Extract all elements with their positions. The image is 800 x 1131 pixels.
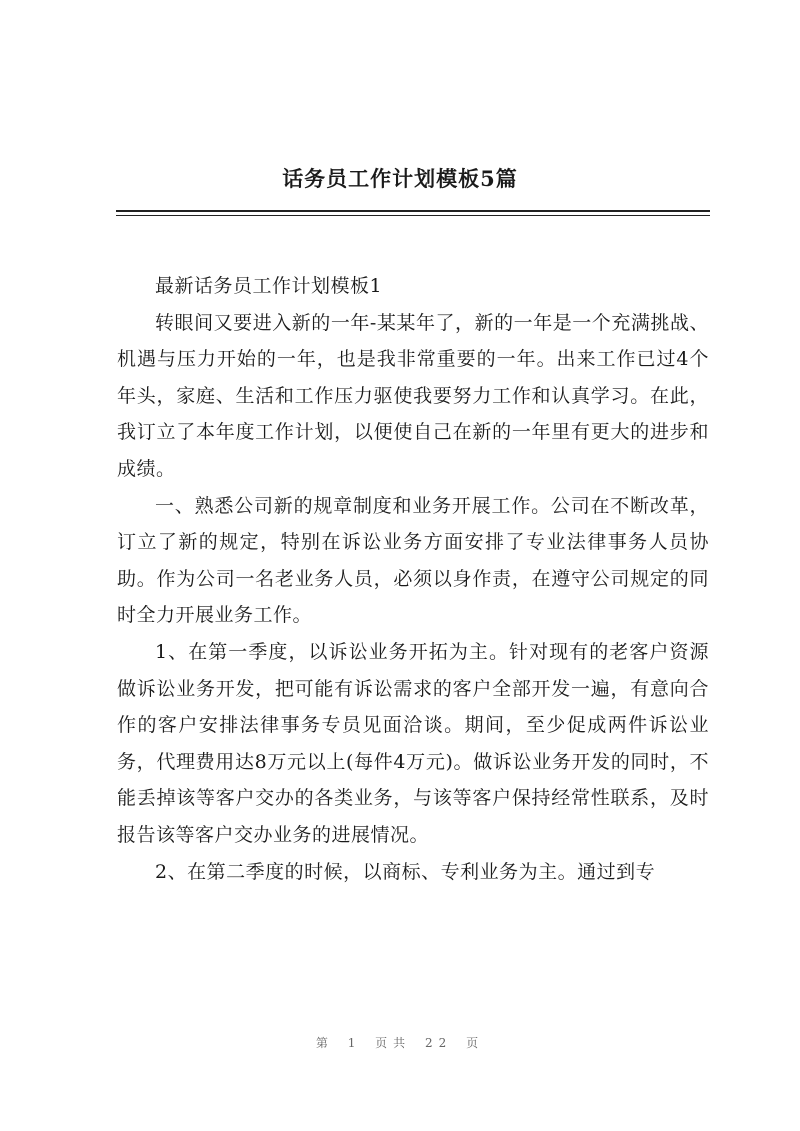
section-heading: 最新话务员工作计划模板1 [155,275,383,297]
body-paragraph: 转眼间又要进入新的一年-某某年了，新的一年是一个充满挑战、机遇与压力开始的一年，也是我非常重要的一年。出来工作已过4个年头，家庭、生活和工作压力驱使我要努力工作和认真学习。在此，我订立了本年度工作计划，以便使自己在新的一年里有更大的进步和成绩。 [117,311,709,480]
body-paragraph: 2、在第二季度的时候，以商标、专利业务为主。通过到专 [155,860,656,883]
document-body [117,268,709,890]
title-divider-thick [116,210,710,212]
title-divider-thin [116,215,710,216]
page-number-footer: 第 1 页共 22 页 [315,1036,485,1050]
document-title: 话务员工作计划模板5篇 [282,166,518,191]
body-paragraph: 一、熟悉公司新的规章制度和业务开展工作。公司在不断改革，订立了新的规定，特别在诉讼业务方面安排了专业法律事务人员协助。作为公司一名老业务人员，必须以身作责，在遵守公司规定的同时全力开展业务工作。 [117,494,709,627]
body-paragraph: 1、在第一季度，以诉讼业务开拓为主。针对现有的老客户资源做诉讼业务开发，把可能有诉讼需求的客户全部开发一遍，有意向合作的客户安排法律事务专员见面洽谈。期间，至少促成两件诉讼业务，代理费用达8万元以上(每件4万元)。做诉讼业务开发的同时，不能丢掉该等客户交办的各类业务，与该等客户保持经常性联系，及时报告该等客户交办业务的进展情况。 [117,640,709,846]
